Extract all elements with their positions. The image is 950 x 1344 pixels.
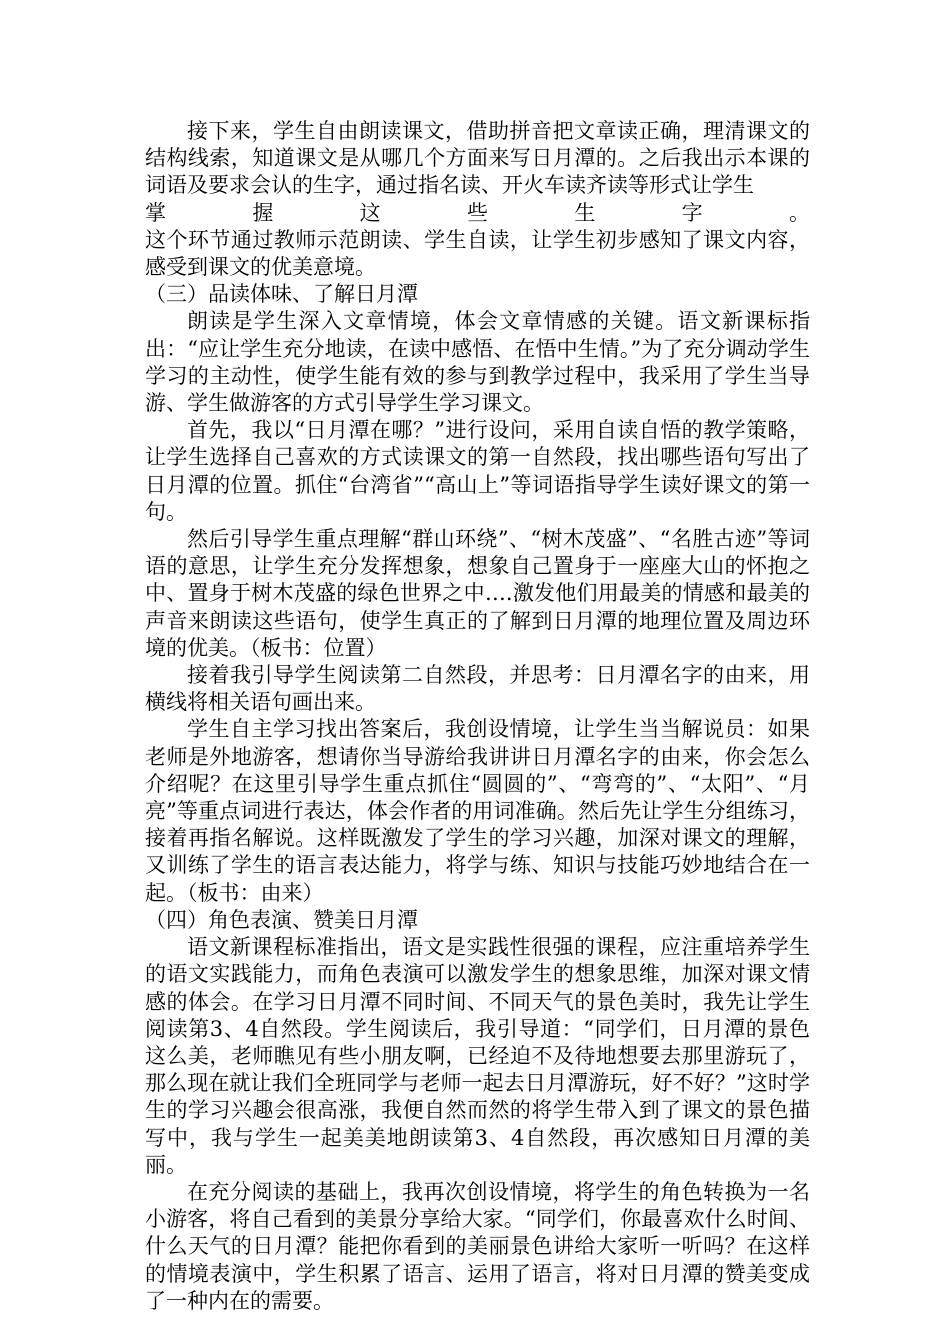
- spread-char: 握: [252, 200, 274, 225]
- section-heading-3: （三）品读体味、了解日月潭: [145, 282, 418, 307]
- spread-char: 。: [788, 200, 810, 225]
- paragraph: 学生自主学习找出答案后，我创设情境，让学生当当解说员：如果老师是外地游客，想请你当导游给我讲讲日月潭名字的由来，你会怎么介绍呢？在这里引导学生重点抓住“圆圆的”、“弯弯的”、“太阳”、“月亮”等重点词进行表达，体会作者的用词准确。然后先让学生分组练习，接着再指名解说。这样既激发了学生的学习兴趣，加深对课文的理解，又训练了学生的语言表达能力，将学与练、知识与技能巧妙地结合在一起。（板书：由来）: [145, 717, 810, 905]
- paragraph-intro: 接下来，学生自由朗读课文，借助拼音把文章读正确，理清课文的结构线索，知道课文是从哪几个方面来写日月潭的。之后我出示本课的词语及要求会认的生字，通过指名读、开火车读齐读等形式让学生: [145, 119, 810, 198]
- paragraph: 语文新课程标准指出，语文是实践性很强的课程，应注重培养学生的语文实践能力，而角色表演可以激发学生的想象思维，加深对课文情感的体会。在学习日月潭不同时间、不同天气的景色美时，我先让学生阅读第3、4自然段。学生阅读后，我引导道：“同学们，日月潭的景色这么美，老师瞧见有些小朋友啊，已经迫不及待地想要去那里游玩了，那么现在就让我们全班同学与老师一起去日月潭游玩，好不好？”这时学生的学习兴趣会很高涨，我便自然而然的将学生带入到了课文的景色描写中，我与学生一起美美地朗读第3、4自然段，再次感知日月潭的美丽。: [145, 935, 810, 1177]
- paragraph: 接着我引导学生阅读第二自然段，并思考：日月潭名字的由来，用横线将相关语句画出来。: [145, 663, 810, 715]
- spread-char: 生: [574, 200, 596, 225]
- spread-char: 掌: [145, 200, 166, 225]
- paragraph-intro-continued: 这个环节通过教师示范朗读、学生自读，让学生初步感知了课文内容，感受到课文的优美意境。: [145, 227, 810, 280]
- paragraph: 然后引导学生重点理解“群山环绕”、“树木茂盛”、“名胜古迹”等词语的意思，让学生充分发挥想象，想象自己置身于一座座大山的怀抱之中、置身于树木茂盛的绿色世界之中….激发他们用最美的情感和最美的声音来朗读这些语句，使学生真正的了解到日月潭的地理位置及周边环境的优美。（板书：位置）: [145, 527, 810, 660]
- paragraph: 朗读是学生深入文章情境，体会文章情感的关键。语文新课标指出：“应让学生充分地读，在读中感悟、在悟中生情。”为了充分调动学生学习的主动性，使学生能有效的参与到教学过程中，我采用了学生当导游、学生做游客的方式引导学生学习课文。: [145, 309, 810, 416]
- paragraph: 在充分阅读的基础上，我再次创设情境，将学生的角色转换为一名小游客，将自己看到的美景分享给大家。“同学们，你最喜欢什么时间、什么天气的日月潭？能把你看到的美丽景色讲给大家听一听吗？在这样的情境表演中，学生积累了语言、运用了语言，将对日月潭的赞美变成了一种内在的需要。: [145, 1179, 810, 1313]
- spread-char: 字: [681, 200, 703, 225]
- paragraph: 首先，我以“日月潭在哪？”进行设问，采用自读自悟的教学策略，让学生选择自己喜欢的方式读课文的第一自然段，找出哪些语句写出了日月潭的位置。抓住“台湾省”“高山上”等词语指导学生读好课文的第一句。: [145, 418, 810, 524]
- spread-char: 这: [359, 200, 381, 225]
- section-heading-4: （四）角色表演、赞美日月潭: [145, 907, 418, 932]
- spread-line: [145, 200, 810, 227]
- spread-char: 些: [466, 200, 488, 225]
- document-body: [145, 118, 810, 1315]
